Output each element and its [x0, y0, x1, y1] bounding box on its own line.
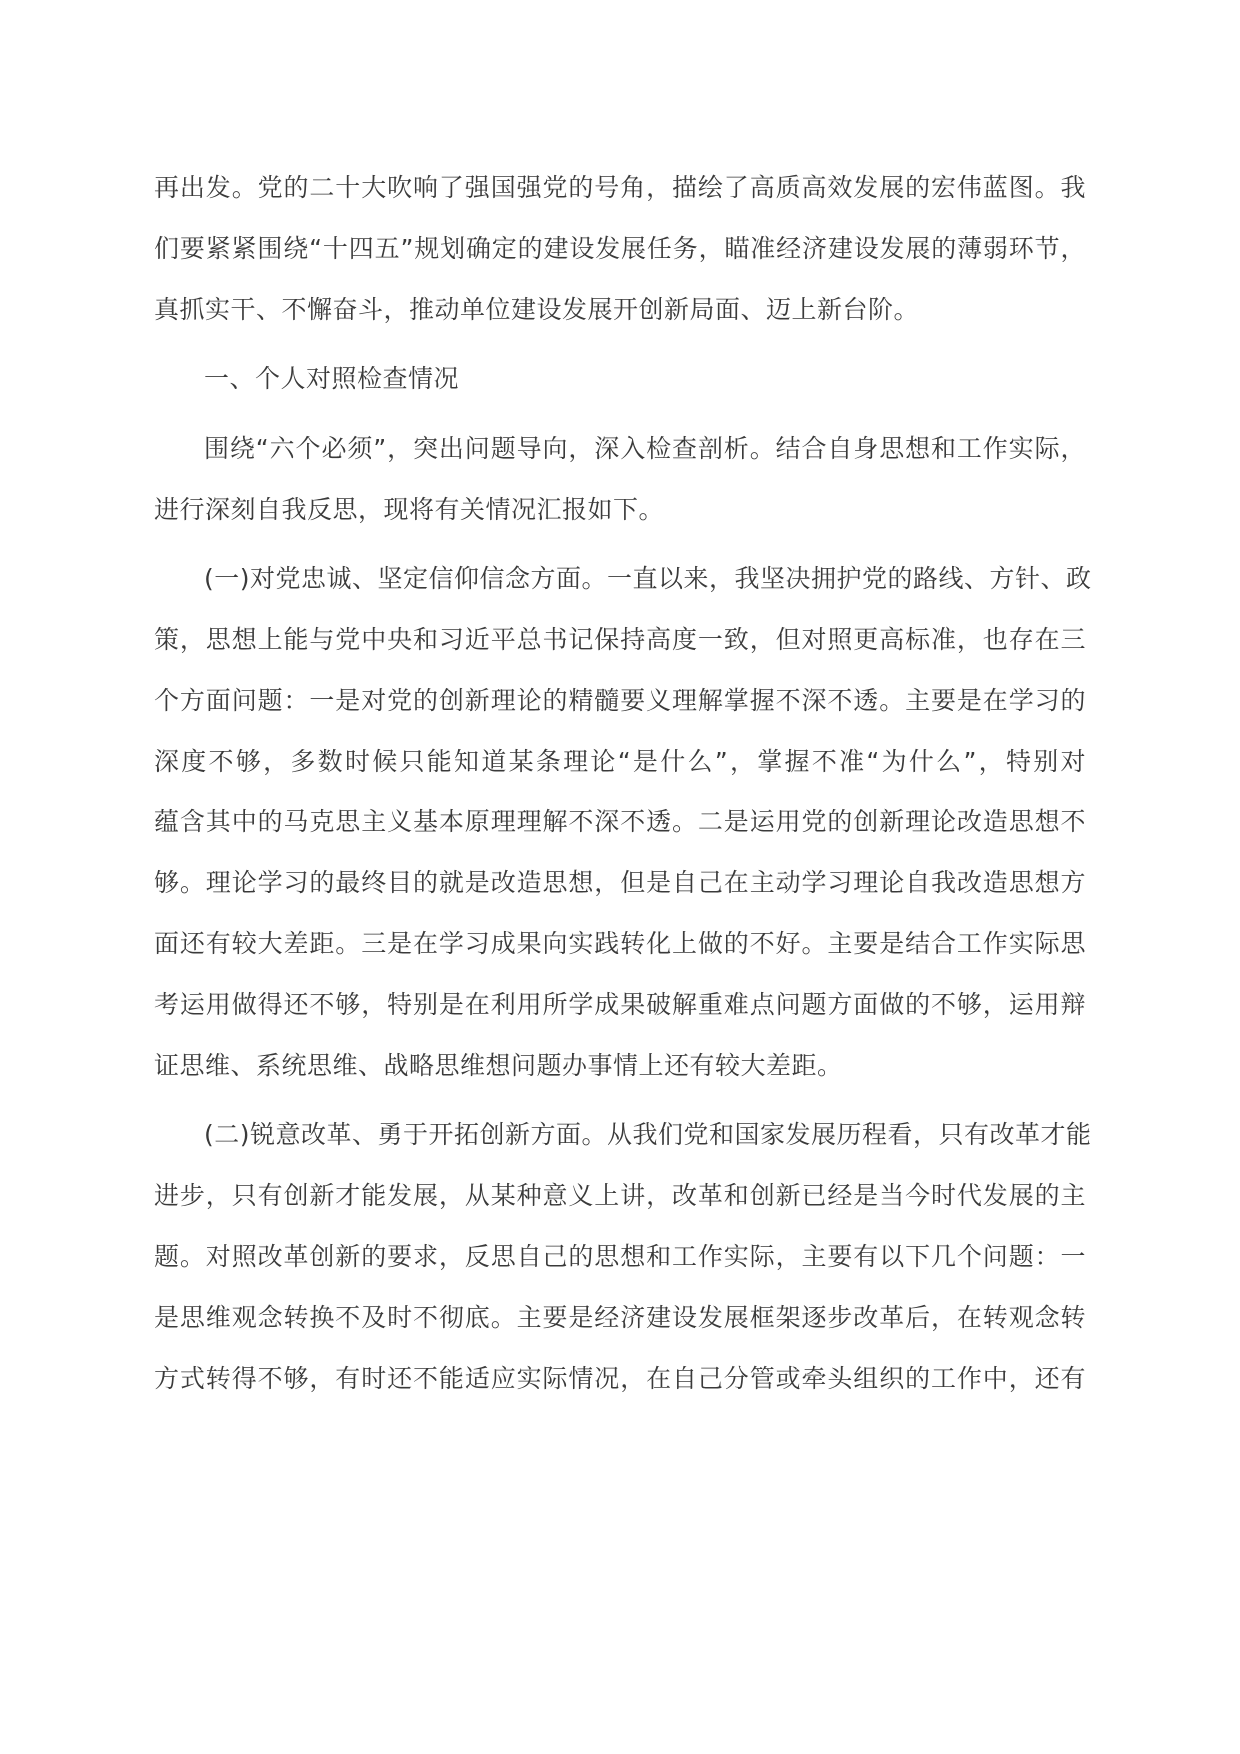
paragraph-line: 真抓实干、不懈奋斗，推动单位建设发展开创新局面、迈上新台阶。	[154, 295, 920, 324]
paragraph-line: (二)锐意改革、勇于开拓创新方面。从我们党和国家发展历程看，只有改革才能	[204, 1120, 1092, 1149]
paragraph-line: 够。理论学习的最终目的就是改造思想，但是自己在主动学习理论自我改造思想方	[154, 868, 1086, 897]
paragraph-line: 考运用做得还不够，特别是在利用所学成果破解重难点问题方面做的不够，运用辩	[154, 990, 1086, 1019]
paragraph-line: 方式转得不够，有时还不能适应实际情况，在自己分管或牵头组织的工作中，还有	[154, 1364, 1086, 1393]
section-heading: 一、个人对照检查情况	[204, 364, 460, 393]
paragraph-line: 围绕“六个必须”，突出问题导向，深入检查剖析。结合自身思想和工作实际，	[204, 434, 1086, 463]
paragraph-line: 面还有较大差距。三是在学习成果向实践转化上做的不好。主要是结合工作实际思	[154, 929, 1086, 958]
paragraph-line: 题。对照改革创新的要求，反思自己的思想和工作实际，主要有以下几个问题：一	[154, 1242, 1086, 1271]
paragraph-line: 进行深刻自我反思，现将有关情况汇报如下。	[154, 495, 665, 524]
paragraph-line: (一)对党忠诚、坚定信仰信念方面。一直以来，我坚决拥护党的路线、方针、政	[204, 564, 1092, 593]
paragraph-line: 们要紧紧围绕“十四五”规划确定的建设发展任务，瞄准经济建设发展的薄弱环节，	[154, 234, 1086, 263]
paragraph-line: 证思维、系统思维、战略思维想问题办事情上还有较大差距。	[154, 1051, 843, 1080]
paragraph-line: 策，思想上能与党中央和习近平总书记保持高度一致，但对照更高标准，也存在三	[154, 625, 1086, 654]
paragraph-line: 再出发。党的二十大吹响了强国强党的号角，描绘了高质高效发展的宏伟蓝图。我	[154, 173, 1086, 202]
paragraph-line: 进步，只有创新才能发展，从某种意义上讲，改革和创新已经是当今时代发展的主	[154, 1181, 1086, 1210]
paragraph-line: 是思维观念转换不及时不彻底。主要是经济建设发展框架逐步改革后，在转观念转	[154, 1303, 1086, 1332]
paragraph-line: 个方面问题：一是对党的创新理论的精髓要义理解掌握不深不透。主要是在学习的	[154, 686, 1086, 715]
paragraph-line: 深度不够，多数时候只能知道某条理论“是什么”，掌握不准“为什么”，特别对	[154, 747, 1086, 776]
paragraph-line: 蕴含其中的马克思主义基本原理理解不深不透。二是运用党的创新理论改造思想不	[154, 807, 1086, 836]
